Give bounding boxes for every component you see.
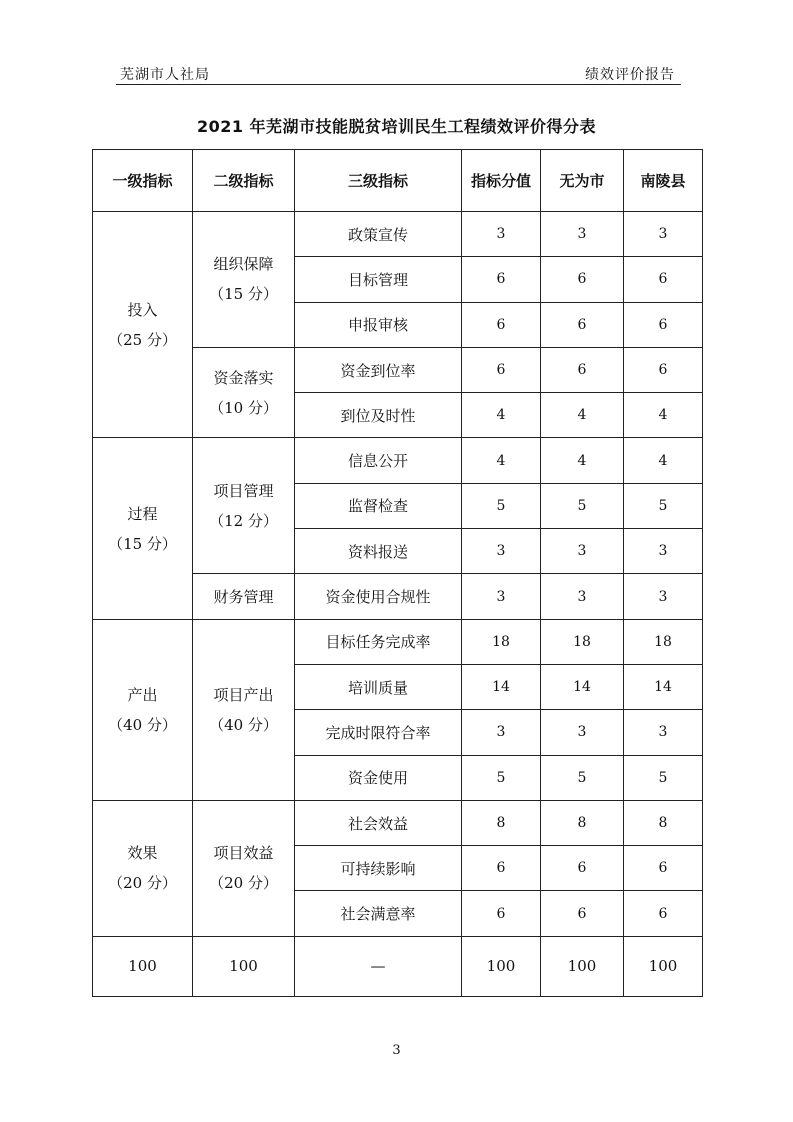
nanling-cell: 5	[624, 483, 703, 528]
level1-name: 过程	[127, 504, 158, 523]
table-row	[93, 800, 703, 845]
nanling-cell: 3	[624, 710, 703, 755]
nanling-cell: 6	[624, 891, 703, 936]
nanling-cell: 8	[624, 800, 703, 845]
header-organization: 芜湖市人社局	[120, 67, 210, 83]
column-header-level3: 三级指标	[295, 150, 462, 212]
score-table	[92, 149, 703, 997]
value-cell: 5	[462, 483, 541, 528]
value-cell: 3	[462, 710, 541, 755]
level3-item: 目标管理	[295, 257, 462, 302]
wuwei-cell: 3	[541, 529, 624, 574]
nanling-cell: 3	[624, 529, 703, 574]
nanling-cell: 6	[624, 347, 703, 392]
nanling-cell: 18	[624, 619, 703, 664]
value-cell: 14	[462, 664, 541, 709]
wuwei-cell: 5	[541, 483, 624, 528]
level3-item: 信息公开	[295, 438, 462, 483]
level2-name: 项目效益	[213, 844, 274, 863]
value-cell: 6	[462, 347, 541, 392]
total-level3: —	[295, 936, 462, 996]
level3-item: 政策宣传	[295, 212, 462, 257]
value-cell: 6	[462, 257, 541, 302]
value-cell: 6	[462, 891, 541, 936]
level2-cell	[193, 619, 295, 800]
nanling-cell: 4	[624, 438, 703, 483]
level2-name: 项目管理	[213, 481, 274, 500]
level2-cell	[193, 212, 295, 348]
level1-cell	[93, 438, 193, 619]
nanling-cell: 6	[624, 302, 703, 347]
level3-item: 资金使用合规性	[295, 574, 462, 619]
wuwei-cell: 6	[541, 891, 624, 936]
total-value: 100	[462, 936, 541, 996]
total-wuwei: 100	[541, 936, 624, 996]
wuwei-cell: 6	[541, 347, 624, 392]
nanling-cell: 6	[624, 257, 703, 302]
level2-cell	[193, 438, 295, 574]
value-cell: 18	[462, 619, 541, 664]
level3-item: 申报审核	[295, 302, 462, 347]
column-header-nanling: 南陵县	[624, 150, 703, 212]
page-header	[116, 60, 681, 85]
level3-item: 监督检查	[295, 483, 462, 528]
level2-score: （10 分）	[209, 398, 278, 417]
level1-score: （20 分）	[108, 874, 177, 893]
table-header-row	[93, 150, 703, 212]
level1-score: （25 分）	[108, 330, 177, 349]
level1-cell	[93, 619, 193, 800]
level3-item: 社会满意率	[295, 891, 462, 936]
level3-item: 社会效益	[295, 800, 462, 845]
level3-item: 资金到位率	[295, 347, 462, 392]
table-row	[93, 619, 703, 664]
level3-item: 资金使用	[295, 755, 462, 800]
wuwei-cell: 4	[541, 438, 624, 483]
level3-item: 培训质量	[295, 664, 462, 709]
level2-name: 组织保障	[213, 255, 274, 274]
level3-item: 到位及时性	[295, 393, 462, 438]
nanling-cell: 5	[624, 755, 703, 800]
nanling-cell: 3	[624, 212, 703, 257]
header-report-type: 绩效评价报告	[585, 67, 675, 83]
wuwei-cell: 3	[541, 710, 624, 755]
wuwei-cell: 3	[541, 574, 624, 619]
wuwei-cell: 18	[541, 619, 624, 664]
level3-item: 可持续影响	[295, 846, 462, 891]
level1-score: （15 分）	[108, 534, 177, 553]
value-cell: 5	[462, 755, 541, 800]
level2-score: （20 分）	[209, 874, 278, 893]
wuwei-cell: 5	[541, 755, 624, 800]
nanling-cell: 6	[624, 846, 703, 891]
level3-item: 完成时限符合率	[295, 710, 462, 755]
value-cell: 3	[462, 529, 541, 574]
nanling-cell: 3	[624, 574, 703, 619]
column-header-value: 指标分值	[462, 150, 541, 212]
level2-score: （40 分）	[209, 715, 278, 734]
wuwei-cell: 4	[541, 393, 624, 438]
level1-name: 产出	[127, 685, 158, 704]
total-level2: 100	[193, 936, 295, 996]
wuwei-cell: 14	[541, 664, 624, 709]
level3-item: 目标任务完成率	[295, 619, 462, 664]
wuwei-cell: 6	[541, 302, 624, 347]
total-level1: 100	[93, 936, 193, 996]
level1-cell	[93, 212, 193, 438]
table-row	[93, 212, 703, 257]
value-cell: 3	[462, 212, 541, 257]
table-title: 2021 年芜湖市技能脱贫培训民生工程绩效评价得分表	[196, 117, 597, 136]
wuwei-cell: 8	[541, 800, 624, 845]
value-cell: 4	[462, 393, 541, 438]
level2-score: （15 分）	[209, 285, 278, 304]
level1-score: （40 分）	[108, 715, 177, 734]
wuwei-cell: 3	[541, 212, 624, 257]
wuwei-cell: 6	[541, 846, 624, 891]
table-row	[93, 438, 703, 483]
column-header-level2: 二级指标	[193, 150, 295, 212]
total-nanling: 100	[624, 936, 703, 996]
level1-cell	[93, 800, 193, 936]
value-cell: 6	[462, 846, 541, 891]
level2-name: 资金落实	[213, 368, 274, 387]
wuwei-cell: 6	[541, 257, 624, 302]
value-cell: 8	[462, 800, 541, 845]
level2-score: （12 分）	[209, 511, 278, 530]
level1-name: 投入	[127, 300, 158, 319]
nanling-cell: 14	[624, 664, 703, 709]
level2-cell	[193, 347, 295, 438]
level3-item: 资料报送	[295, 529, 462, 574]
column-header-level1: 一级指标	[93, 150, 193, 212]
level2-cell: 财务管理	[193, 574, 295, 619]
page-number: 3	[392, 1043, 401, 1058]
value-cell: 3	[462, 574, 541, 619]
value-cell: 6	[462, 302, 541, 347]
column-header-wuwei: 无为市	[541, 150, 624, 212]
level2-name: 项目产出	[213, 685, 274, 704]
total-row	[93, 936, 703, 996]
level1-name: 效果	[127, 844, 158, 863]
value-cell: 4	[462, 438, 541, 483]
level2-cell	[193, 800, 295, 936]
nanling-cell: 4	[624, 393, 703, 438]
